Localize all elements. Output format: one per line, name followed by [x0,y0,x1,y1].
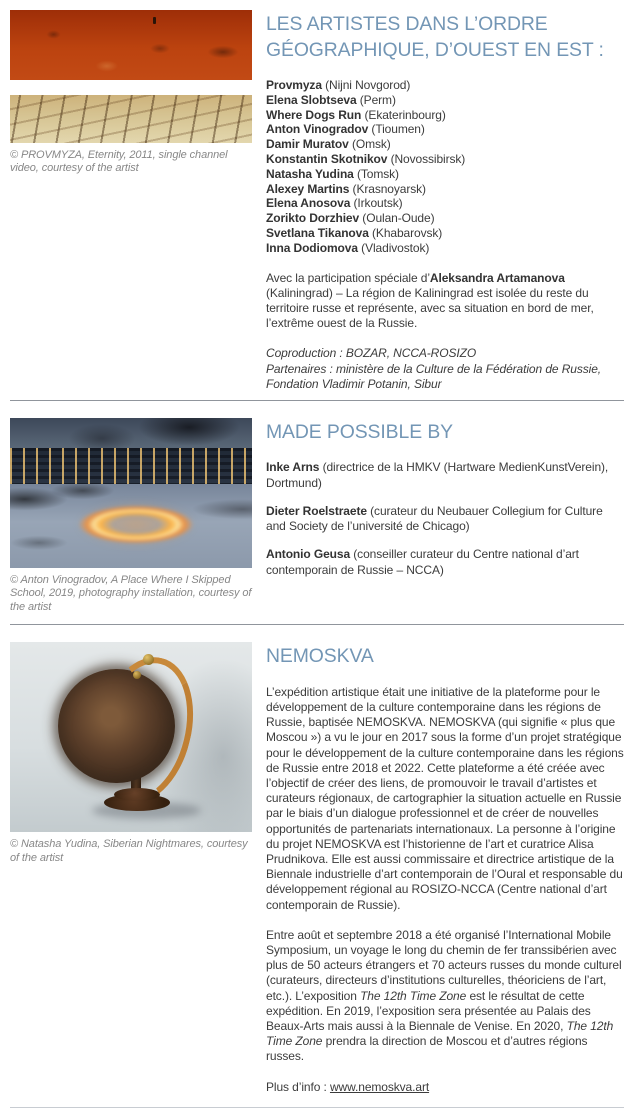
nemoskva-paragraph-1: L’expédition artistique était une initiative de la plateforme pour le développement de la culture contemporaine dans les régions de Russie, baptisée NEMOSKVA. NEMOSKVA (qui signifie « plus que Moscou ») a vu le jour en 2017 sous la forme d’un projet stratégique pour le développement de la culture contemporaine dans les régions de Russie entre 2018 et 2022. Cette plateforme a été créée avec l’objectif de créer des liens, de promouvoir le travail d’artistes et curateurs régionaux, de cartographier la situation actuelle en Russie par le biais d’un dialogue professionnel et de créer de nouvelles opportunités de partenariats internationaux. La personne à l’origine du projet NEMOSKVA est l’historienne de l’art et curatrice Alisa Prudnikova. Elle est aussi commissaire et directrice artistique de la Biennale industrielle d’art contemporain de l’Oural et responsable du développement régional au ROSIZO-NCCA (Centre national d’art contemporain de Russie). [266,684,624,912]
artist-city: (Irkoutsk) [350,196,403,211]
artist-name: Elena Anosova [266,196,351,211]
artist-city: (Krasnoyarsk) [349,181,426,196]
artist-city: (Tioumen) [368,122,425,137]
special-post: (Kaliningrad) – La région de Kaliningrad est isolée du reste du territoire russe et représente, avec sa situation en bord de mer, l’extrême ouest de la Russie. [266,285,594,331]
special-participation-paragraph [266,271,624,332]
artist-name: Zorikto Dorzhiev [266,211,360,226]
more-info-label: Plus d’info : [266,1079,330,1094]
special-name: Aleksandra Artamanova [429,270,565,285]
supporter-entry [266,504,624,534]
artwork-vinogradov-caption: © Anton Vinogradov, A Place Where I Skipped School, 2019, photography installation, courtesy of the artist [10,573,252,613]
supporter-name: Dieter Roelstraete [266,503,367,518]
paragraph2-segment: est le résultat de cette expédition. En 2019, l’exposition sera présentée au Palais des Beaux-Arts mais aussi à la Biennale de Venise. En 2020, [266,988,591,1033]
artist-name: Anton Vinogradov [266,122,369,137]
artist-row [266,78,624,93]
artist-row [266,122,624,137]
nemoskva-heading: NEMOSKVA [266,645,374,668]
section-supporters [0,418,634,614]
nemoskva-website-link[interactable]: www.nemoskva.art [329,1079,430,1094]
paragraph2-segment: Entre août et septembre 2018 a été organisé l’International Mobile Symposium, un voyage le long du chemin de fer transsibérien avec plus de 50 acteurs étrangers et 70 acteurs russes du monde culturel (curateurs, directeurs d’institutions culturelles, théoriciens de l’art, etc.). L’exposition [266,927,622,1003]
supporter-entry [266,547,624,577]
section-divider [10,624,624,625]
image-fire-ring [68,502,204,547]
artist-city: (Omsk) [348,137,391,152]
artist-city: (Tomsk) [353,166,399,181]
artwork-provmyza-image [10,10,252,143]
image-layer-red-terrain [10,10,252,80]
artist-city: (Oulan-Oude) [359,211,435,226]
artist-name: Damir Muratov [266,137,349,152]
partners-line: Partenaires : ministère de la Culture de la Fédération de Russie, Fondation Vladimir Potanin, Sibur [266,361,602,391]
artwork-provmyza-caption: © PROVMYZA, Eternity, 2011, single channel video, courtesy of the artist [10,149,228,175]
artist-city: (Vladivostok) [357,240,430,255]
artist-row [266,152,624,167]
artist-row [266,196,624,211]
image-globe-finial [143,654,154,665]
artist-row [266,211,624,226]
artist-city: (Nijni Novgorod) [321,78,411,92]
supporter-role: (conseiller curateur du Centre national d’art contemporain de Russie – NCCA) [266,547,579,577]
artist-city: (Perm) [356,92,396,107]
artist-city: (Novossibirsk) [387,151,466,166]
exhibition-title: The 12th Time Zone [360,988,467,1003]
image-layer-cliff [10,95,252,143]
artist-row [266,241,624,256]
supporter-name: Inke Arns [266,460,320,475]
exhibition-title: The 12th Time Zone [266,1018,614,1049]
artist-row [266,167,624,182]
artists-image-column [10,10,252,176]
artist-name: Inna Dodiomova [266,240,358,255]
artist-name: Where Dogs Run [266,107,362,122]
artist-city: (Ekaterinbourg) [361,107,446,122]
artist-name: Elena Slobtseva [266,92,357,107]
artist-row [266,137,624,152]
artists-text-column [266,10,624,392]
artist-name: Natasha Yudina [266,166,354,181]
nemoskva-paragraph-2 [266,928,624,1065]
more-info-line [266,1080,624,1095]
artist-row [266,108,624,123]
coproduction-line: Coproduction : BOZAR, NCCA-ROSIZO [266,346,477,361]
supporter-role: (curateur du Neubauer Collegium for Culture and Society de l’université de Chicago) [266,503,603,534]
artist-name: Provmyza [266,78,322,92]
nemoskva-image-column [10,642,252,865]
supporters-image-column [10,418,252,614]
supporter-role: (directrice de la HMKV (Hartware MedienKunstVerein), Dortmund) [266,460,609,490]
supporter-entry [266,460,624,490]
credits-block [266,346,624,392]
artwork-yudina-caption: © Natasha Yudina, Siberian Nightmares, courtesy of the artist [10,838,248,864]
section-divider [10,400,624,401]
image-layer-buildings [10,448,252,484]
supporters-heading: MADE POSSIBLE BY [266,420,453,443]
artist-name: Alexey Martins [266,181,350,196]
supporters-text-column [266,418,624,591]
image-figure-silhouette [153,17,156,24]
section-artists [0,10,634,392]
artists-list [266,78,624,256]
section-nemoskva [0,642,634,1095]
paragraph2-segment: prendra la direction de Moscou et d’autres régions russes. [266,1034,588,1064]
artist-city: (Khabarovsk) [368,225,443,240]
artwork-vinogradov-image [10,418,252,568]
artwork-yudina-image [10,642,252,832]
artist-name: Konstantin Skotnikov [266,151,388,166]
artist-row [266,182,624,197]
artist-row [266,226,624,241]
special-pre: Avec la participation spéciale d’ [266,270,430,285]
artist-name: Svetlana Tikanova [266,225,369,240]
nemoskva-text-column [266,642,624,1095]
artists-heading: LES ARTISTES DANS L’ORDRE GÉOGRAPHIQUE, D’OUEST EN EST : [266,13,604,61]
image-layer-strata [10,80,252,95]
artist-row [266,93,624,108]
top-spacer [0,0,634,10]
supporter-name: Antonio Geusa [266,547,351,562]
